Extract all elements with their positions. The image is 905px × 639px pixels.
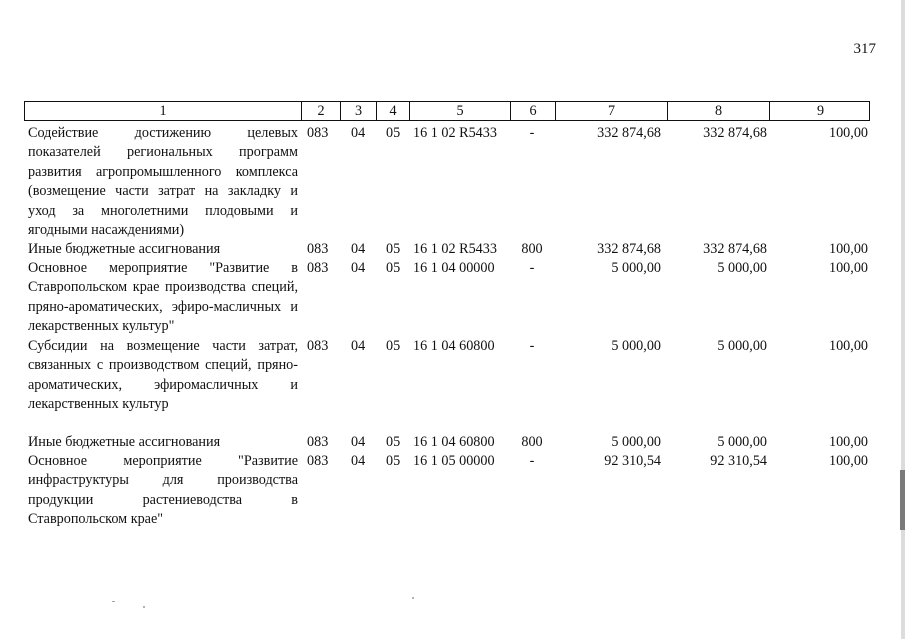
row-value-9: 100,00 [828,434,868,450]
row-name: Иные бюджетные ассигнования [28,241,221,257]
row-expense-type: 800 [521,241,543,257]
table-header-row [24,101,870,121]
row-value-8: 5 000,00 [717,260,767,276]
row-value-9: 100,00 [828,260,868,276]
row-expense-type: - [529,125,535,141]
row-value-9: 100,00 [828,453,868,469]
scan-speck [143,606,145,608]
row-value-9: 100,00 [828,241,868,257]
row-subsection: 05 [386,260,401,276]
row-target-article: 16 1 04 00000 [413,260,495,276]
row-code: 083 [307,241,329,257]
row-value-8: 5 000,00 [717,434,767,450]
row-target-article: 16 1 02 R5433 [413,241,497,257]
row-name: Иные бюджетные ассигнования [28,434,221,450]
row-subsection: 05 [386,434,401,450]
row-expense-type: - [529,260,535,276]
row-target-article: 16 1 05 00000 [413,453,495,469]
column-header-9: 9 [769,102,871,120]
column-header-6: 6 [510,102,555,120]
scan-speck [412,597,414,599]
scan-edge-mark [900,470,905,530]
row-value-8: 332 874,68 [703,125,767,141]
row-code: 083 [307,338,329,354]
row-code: 083 [307,434,329,450]
row-section: 04 [351,241,366,257]
row-section: 04 [351,260,366,276]
row-target-article: 16 1 04 60800 [413,434,495,450]
column-header-7: 7 [555,102,667,120]
row-section: 04 [351,338,366,354]
page-number: 317 [853,41,876,57]
row-name: Субсидии на возмещение части затрат, связанных с производством специй, пряно-ароматических, эфиромасличных и лекарственных культур [28,338,298,413]
column-header-2: 2 [301,102,340,120]
column-header-3: 3 [340,102,376,120]
row-code: 083 [307,453,329,469]
row-value-7: 5 000,00 [611,338,661,354]
row-value-7: 5 000,00 [611,434,661,450]
row-subsection: 05 [386,125,401,141]
row-value-8: 5 000,00 [717,338,767,354]
row-target-article: 16 1 04 60800 [413,338,495,354]
row-section: 04 [351,125,366,141]
row-value-7: 332 874,68 [597,125,661,141]
row-value-8: 92 310,54 [710,453,767,469]
column-header-8: 8 [667,102,769,120]
row-expense-type: 800 [521,434,543,450]
row-subsection: 05 [386,241,401,257]
row-value-7: 5 000,00 [611,260,661,276]
row-name: Основное мероприятие "Развитие в Ставропольском крае производства специй, пряно-ароматических, эфиро-масличных и лекарственных культур" [28,260,298,335]
row-value-7: 332 874,68 [597,241,661,257]
row-section: 04 [351,453,366,469]
row-section: 04 [351,434,366,450]
row-target-article: 16 1 02 R5433 [413,125,497,141]
row-name: Содействие достижению целевых показателей региональных программ развития агропромышленного комплекса (возмещение части затрат на закладку и уход за многолетними плодовыми и ягодными насаждениями) [28,125,298,239]
row-name: Основное мероприятие "Развитие инфраструктуры для производства продукции растениеводства в Ставропольском крае" [28,453,298,528]
column-header-5: 5 [409,102,510,120]
column-header-1: 1 [159,103,167,119]
column-header-4: 4 [376,102,409,120]
row-value-8: 332 874,68 [703,241,767,257]
row-subsection: 05 [386,338,401,354]
row-expense-type: - [529,453,535,469]
scan-speck [112,601,115,602]
row-subsection: 05 [386,453,401,469]
row-value-9: 100,00 [828,125,868,141]
scan-edge-shadow [901,0,905,639]
row-value-7: 92 310,54 [604,453,661,469]
row-value-9: 100,00 [828,338,868,354]
row-code: 083 [307,125,329,141]
row-code: 083 [307,260,329,276]
row-expense-type: - [529,338,535,354]
